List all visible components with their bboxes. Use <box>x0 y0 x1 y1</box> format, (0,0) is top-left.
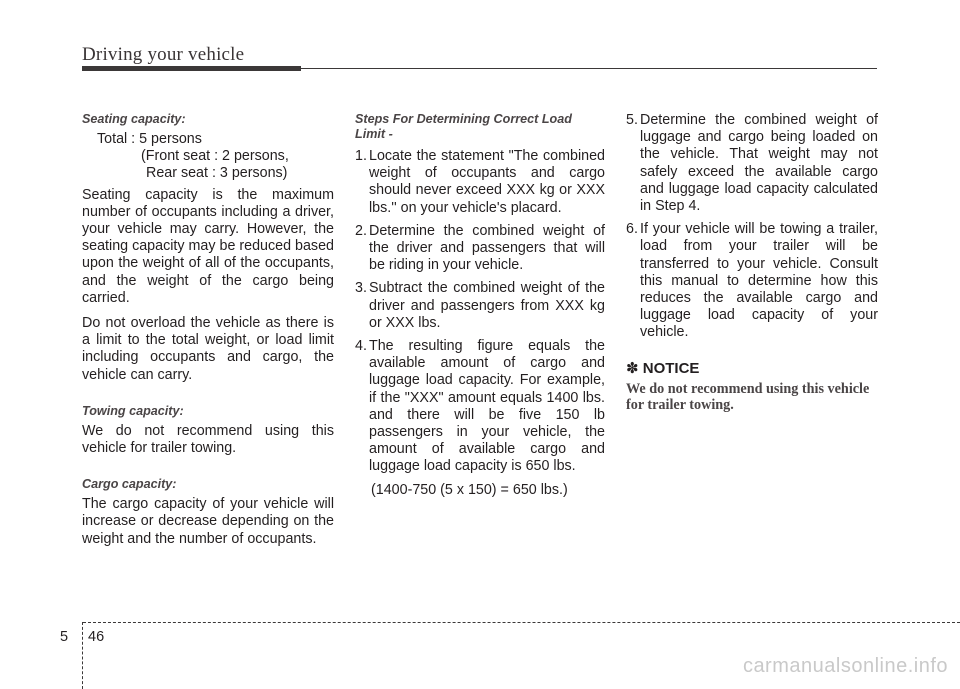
notice-body: We do not recommend using this vehicle for trailer towing. <box>626 380 870 414</box>
load-limit-heading: Steps For Determining Correct Load Limit - <box>355 112 572 141</box>
step-number: 6. <box>626 221 638 238</box>
load-limit-steps-continued <box>626 112 878 342</box>
step-number: 1. <box>355 148 367 164</box>
header-rule <box>301 68 877 69</box>
step-text: Determine the combined weight of luggage and cargo being loaded on the vehicle. That weight may not safely exceed the available cargo and luggage load capacity calculated in Step 4. <box>640 112 878 215</box>
column-left <box>82 112 334 556</box>
load-limit-steps <box>355 148 605 476</box>
step-number: 3. <box>355 280 367 297</box>
seating-paragraph-1: Seating capacity is the maximum number of occupants including a driver, your vehicle may carry. However, the seating capacity may be reduced based upon the weight of all of the occupants, and the weight of the cargo being carried. <box>82 186 334 306</box>
list-item <box>355 338 605 476</box>
page-header-title: Driving your vehicle <box>82 44 245 65</box>
step-text: Subtract the combined weight of the driver and passengers from XXX kg or XXX lbs. <box>369 280 605 331</box>
list-item <box>355 280 605 332</box>
seating-rear: Rear seat : 3 persons) <box>146 165 288 182</box>
seating-paragraph-2: Do not overload the vehicle as there is a limit to the total weight, or load limit including occupants and cargo, the vehicle can carry. <box>82 315 334 383</box>
step-text: If your vehicle will be towing a trailer, load from your trailer will be transferred to your vehicle. Consult this manual to determine how this reduces the available cargo and luggage load capacity of your vehicle. <box>640 221 878 341</box>
step-text: Determine the combined weight of the driver and passengers that will be riding in your vehicle. <box>369 222 605 274</box>
calculation-example: (1400-750 (5 x 150) = 650 lbs.) <box>371 481 568 498</box>
list-item <box>355 223 605 275</box>
footer-divider <box>82 622 83 689</box>
step-number: 5. <box>626 112 638 128</box>
column-middle <box>355 112 605 499</box>
step-number: 4. <box>355 338 367 355</box>
list-item <box>626 112 878 215</box>
page-number: 46 <box>88 629 105 645</box>
step-number: 2. <box>355 222 367 239</box>
towing-paragraph: We do not recommend using this vehicle for trailer towing. <box>82 422 334 457</box>
step-text: The resulting figure equals the available amount of cargo and luggage load capacity. For example, if the "XXX" amount equals 1400 lbs. and there will be five 150 lb passengers in your vehicle, the amount of available cargo and luggage load capacity is 650 lbs. <box>369 338 605 475</box>
seating-capacity-heading: Seating capacity: <box>82 112 186 126</box>
footer-rule <box>83 622 960 623</box>
chapter-number: 5 <box>60 629 69 645</box>
notice-title: ✽ NOTICE <box>626 359 700 377</box>
cargo-paragraph: The cargo capacity of your vehicle will increase or decrease depending on the weight and the number of occupants. <box>82 496 334 547</box>
watermark: carmanualsonline.info <box>742 655 948 677</box>
towing-capacity-heading: Towing capacity: <box>82 403 184 418</box>
header-bar <box>82 66 301 71</box>
step-text: Locate the statement "The combined weight of occupants and cargo should never exceed XXX kg or XXX lbs.'' on your vehicle's placard. <box>369 148 605 216</box>
list-item <box>626 221 878 341</box>
list-item <box>355 148 605 217</box>
seating-total: Total : 5 persons <box>97 131 202 147</box>
column-right <box>626 112 878 414</box>
seating-front: (Front seat : 2 persons, <box>141 148 289 165</box>
cargo-capacity-heading: Cargo capacity: <box>82 477 177 492</box>
